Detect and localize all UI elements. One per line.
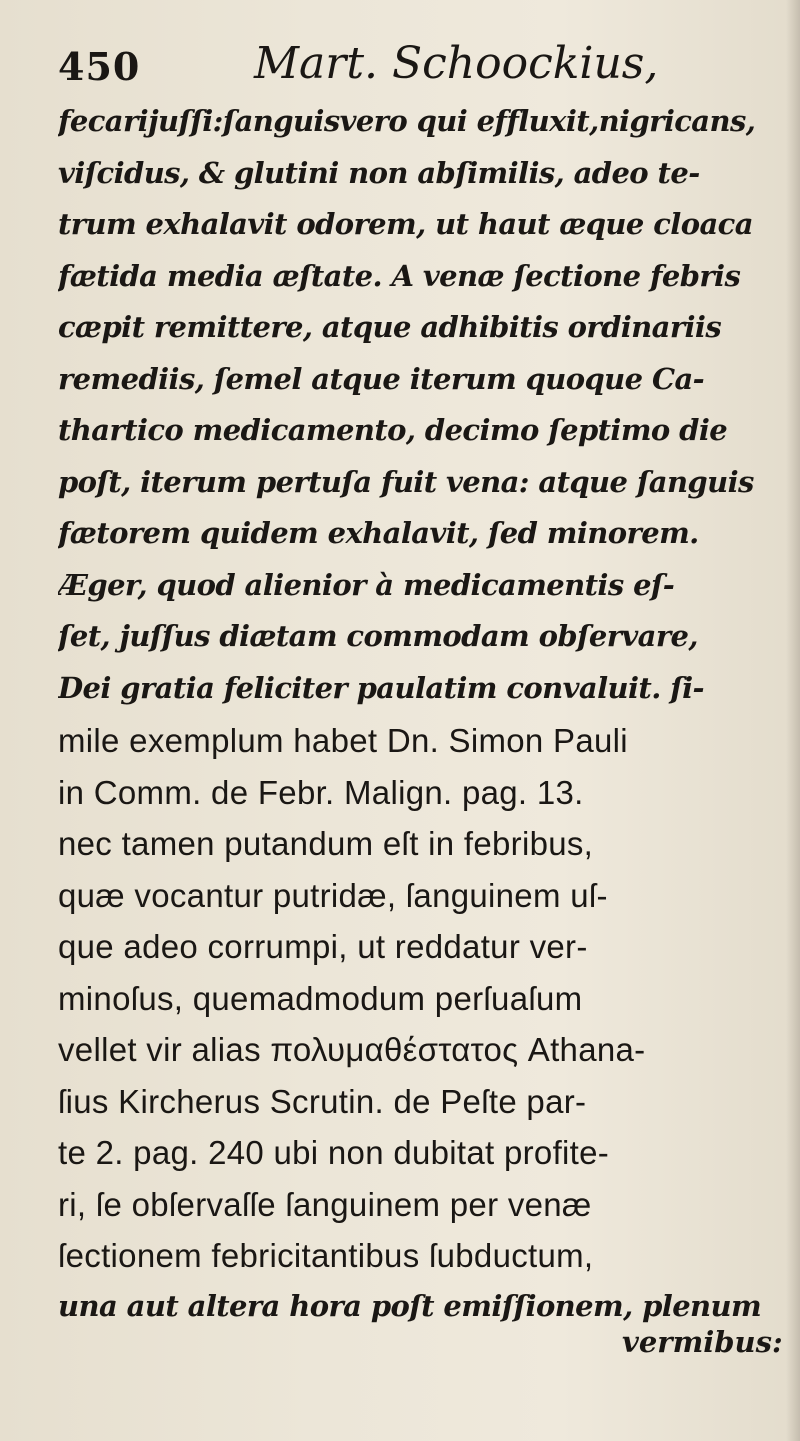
catchword: vermibus: — [622, 1325, 783, 1359]
text-line: te 2. pag. 240 ubi non dubitat profite- — [58, 1134, 610, 1171]
text-line: thartico medicamento, decimo ſeptimo die — [58, 413, 728, 447]
running-title: Mart. Schoockius, — [254, 38, 659, 89]
text-line: Dei gratia feliciter paulatim convaluit. ſi- — [58, 671, 704, 705]
text-line: viſcidus, & glutini non abſimilis, adeo te- — [58, 156, 700, 190]
text-line: una aut altera hora poſt emiſſionem, plenum — [58, 1289, 762, 1323]
text-line: ſet, juſſus diætam commodam obſervare, — [58, 619, 698, 653]
page-header — [58, 36, 758, 106]
text-line: minoſus, quemadmodum perſuaſum — [58, 980, 583, 1017]
text-line: mile exemplum habet Dn. Simon Pauli — [58, 722, 628, 759]
text-line: vellet vir alias πολυμαθέστατος Athana- — [58, 1031, 646, 1068]
text-line: fætorem quidem exhalavit, ſed minorem. — [58, 516, 699, 550]
text-line: remediis, ſemel atque iterum quoque Ca- — [58, 362, 705, 396]
text-line: fætida media æſtate. A venæ ſectione febris — [58, 259, 741, 293]
text-line: ſius Kircherus Scrutin. de Peſte par- — [58, 1083, 587, 1120]
text-line: quæ vocantur putridæ, ſanguinem uſ- — [58, 877, 608, 914]
text-line: cæpit remittere, atque adhibitis ordinariis — [58, 310, 722, 344]
page-number: 450 — [58, 44, 141, 89]
text-line: fecarijuſſi:ſanguisvero qui effluxit,nigricans, — [58, 104, 756, 138]
text-line: Æger, quod alienior à medicamentis eſ- — [58, 568, 675, 602]
text-line: ri, ſe obſervaſſe ſanguinem per venæ — [58, 1186, 592, 1223]
page-edge-shadow — [786, 0, 800, 1441]
text-line: trum exhalavit odorem, ut haut æque cloaca — [58, 207, 753, 241]
text-line: ſectionem febricitantibus ſubductum, — [58, 1237, 594, 1274]
text-line: in Comm. de Febr. Malign. pag. 13. — [58, 774, 584, 811]
text-line: poſt, iterum pertuſa fuit vena: atque ſanguis — [58, 465, 754, 499]
text-line: que adeo corrumpi, ut reddatur ver- — [58, 928, 588, 965]
text-line: nec tamen putandum eſt in febribus, — [58, 825, 594, 862]
